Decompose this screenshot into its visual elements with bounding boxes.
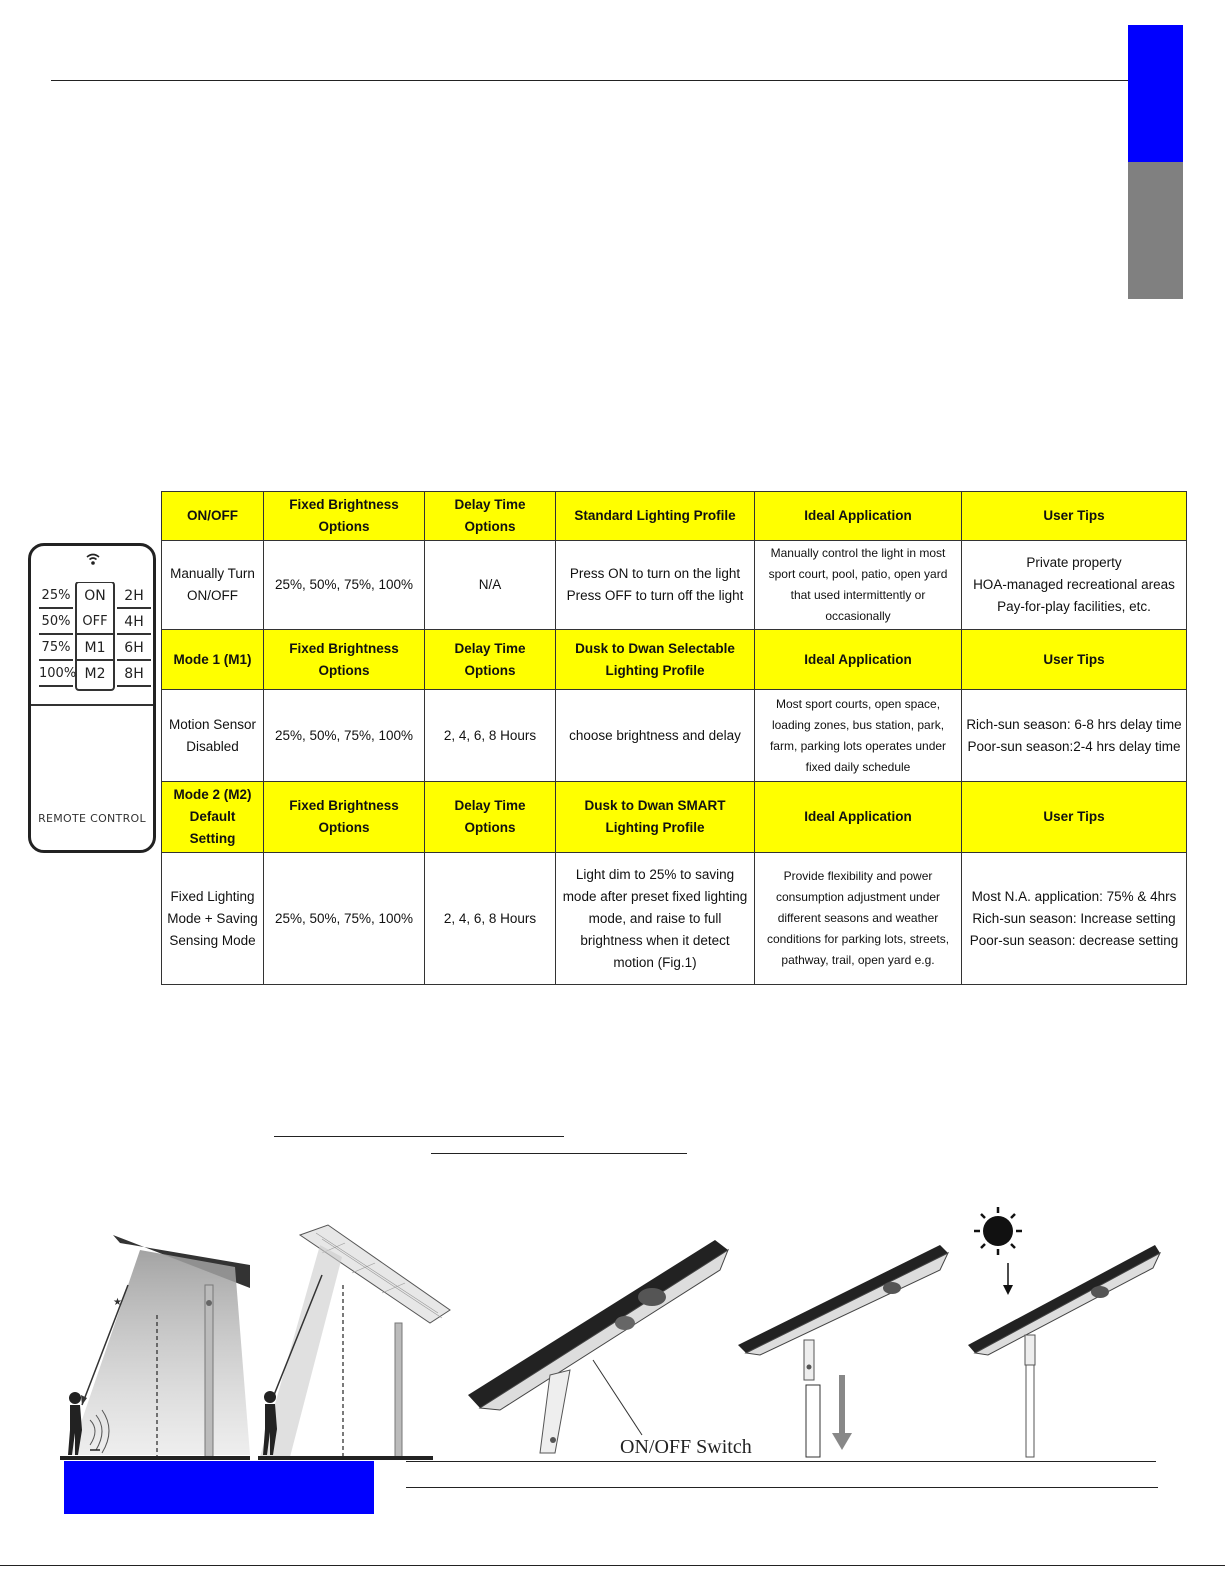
table-cell: Most sport courts, open space, loading zones, bus station, park, farm, parking lots operates under fixed daily schedule	[755, 690, 962, 782]
table-cell: Ideal Application	[755, 782, 962, 853]
table-cell: Fixed Lighting Mode + Saving Sensing Mode	[162, 853, 264, 985]
section-tab-blue	[1128, 25, 1183, 162]
table-cell: Private property HOA-managed recreational areas Pay-for-play facilities, etc.	[962, 541, 1187, 630]
remote-key-75[interactable]: 75%	[41, 640, 71, 655]
moon-icon	[95, 1295, 107, 1319]
scene-motion-sensing	[60, 1235, 250, 1460]
table-cell: 25%, 50%, 75%, 100%	[264, 690, 425, 782]
table-header-row	[162, 782, 1187, 853]
table-cell: Dusk to Dwan Selectable Lighting Profile	[556, 630, 755, 690]
underline-2	[431, 1153, 687, 1154]
table-cell: 25%, 50%, 75%, 100%	[264, 853, 425, 985]
wifi-icon	[85, 552, 101, 566]
scene-brightness-down	[738, 1245, 948, 1457]
remote-key-2h[interactable]: 2H	[124, 588, 144, 604]
scene-on-off-switch	[468, 1240, 752, 1458]
table-cell: Fixed Brightness Options	[264, 630, 425, 690]
remote-label: REMOTE CONTROL	[38, 812, 146, 825]
scene-solar-charging	[968, 1207, 1160, 1457]
table-cell: Mode 1 (M1)	[162, 630, 264, 690]
table-cell: choose brightness and delay	[556, 690, 755, 782]
footer-rule	[0, 1565, 1225, 1566]
remote-key-50[interactable]: 50%	[41, 614, 71, 629]
remote-key-off[interactable]: OFF	[82, 614, 108, 629]
lighting-mode-table	[161, 491, 1187, 985]
table-cell: Light dim to 25% to saving mode after preset fixed lighting mode, and raise to full brightness when it detect motion (Fig.1)	[556, 853, 755, 985]
bottom-rule-1	[406, 1461, 1156, 1462]
table-cell: User Tips	[962, 492, 1187, 541]
remote-control	[28, 543, 156, 853]
footer-blue-block	[64, 1461, 374, 1514]
bottom-rule-2	[406, 1487, 1158, 1488]
table-row	[162, 853, 1187, 985]
remote-key-6h[interactable]: 6H	[124, 640, 144, 656]
table-header-row	[162, 492, 1187, 541]
table-cell: Manually Turn ON/OFF	[162, 541, 264, 630]
moon-icon	[287, 1303, 298, 1325]
table-cell: N/A	[425, 541, 556, 630]
table-cell: User Tips	[962, 630, 1187, 690]
remote-key-m2[interactable]: M2	[84, 666, 106, 682]
table-cell: ON/OFF	[162, 492, 264, 541]
table-cell: Fixed Brightness Options	[264, 782, 425, 853]
table-cell: Motion Sensor Disabled	[162, 690, 264, 782]
table-row	[162, 541, 1187, 630]
table-cell: Rich-sun season: 6-8 hrs delay time Poor-sun season:2-4 hrs delay time	[962, 690, 1187, 782]
remote-key-100[interactable]: 100%	[39, 666, 77, 681]
table-cell: Standard Lighting Profile	[556, 492, 755, 541]
table-cell: 2, 4, 6, 8 Hours	[425, 690, 556, 782]
table-cell: Dusk to Dwan SMART Lighting Profile	[556, 782, 755, 853]
table-cell: Ideal Application	[755, 492, 962, 541]
switch-label: ON/OFF Switch	[620, 1436, 752, 1458]
table-cell: Mode 2 (M2) Default Setting	[162, 782, 264, 853]
underline-1	[274, 1136, 564, 1137]
table-cell: Manually control the light in most sport court, pool, patio, open yard that used intermittently or occasionally	[755, 541, 962, 630]
table-cell: Delay Time Options	[425, 782, 556, 853]
remote-key-4h[interactable]: 4H	[124, 614, 144, 630]
table-cell: 2, 4, 6, 8 Hours	[425, 853, 556, 985]
mode-illustration	[60, 1195, 1170, 1465]
table-cell: Most N.A. application: 75% & 4hrs Rich-sun season: Increase setting Poor-sun season: decrease setting	[962, 853, 1187, 985]
table-cell: 25%, 50%, 75%, 100%	[264, 541, 425, 630]
section-tab-gray	[1128, 162, 1183, 299]
remote-key-on[interactable]: ON	[84, 588, 106, 604]
scene-fixed-lighting	[258, 1225, 450, 1460]
top-rule	[51, 80, 1129, 81]
table-cell: User Tips	[962, 782, 1187, 853]
remote-divider	[31, 704, 153, 706]
remote-key-m1[interactable]: M1	[84, 640, 106, 656]
table-row	[162, 690, 1187, 782]
table-cell: Ideal Application	[755, 630, 962, 690]
down-arrow-icon	[832, 1375, 852, 1450]
remote-key-8h[interactable]: 8H	[124, 666, 144, 682]
remote-keypad	[39, 582, 151, 700]
remote-key-25[interactable]: 25%	[41, 588, 71, 603]
table-cell: Delay Time Options	[425, 630, 556, 690]
table-header-row	[162, 630, 1187, 690]
table-cell: Fixed Brightness Options	[264, 492, 425, 541]
table-cell: Press ON to turn on the light Press OFF to turn off the light	[556, 541, 755, 630]
svg-text:★: ★	[113, 1297, 122, 1308]
sun-icon	[974, 1207, 1022, 1255]
table-cell: Provide flexibility and power consumption adjustment under different seasons and weather conditions for parking lots, streets, pathway, trail, open yard e.g.	[755, 853, 962, 985]
table-cell: Delay Time Options	[425, 492, 556, 541]
